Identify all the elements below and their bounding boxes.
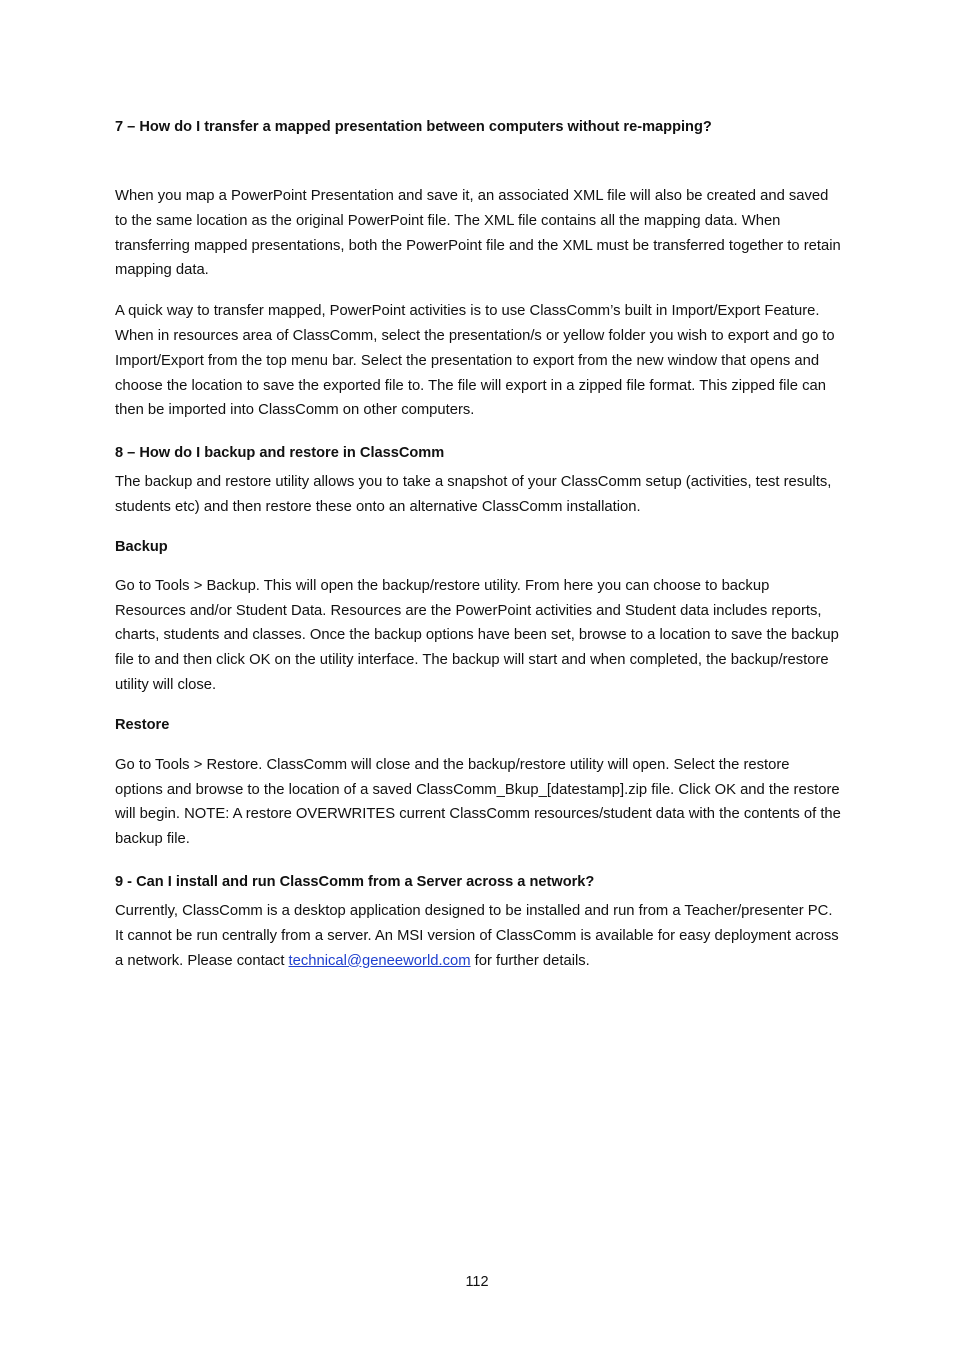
section-9-text-end: for further details. bbox=[470, 952, 590, 969]
section-7-heading: 7 – How do I transfer a mapped presentation between computers without re-mapping? bbox=[115, 119, 712, 135]
backup-paragraph: Go to Tools > Backup. This will open the backup/restore utility. From here you can choose to backup Resources and/or Student Data. Resources are the PowerPoint activities and Student data includes reports, charts, students and classes. Once the backup options have been set, browse to a location to save the backup file to and then click OK on the utility interface. The backup will start and when completed, the backup/restore utility will close. bbox=[115, 577, 839, 693]
section-7-paragraph-1: When you map a PowerPoint Presentation and save it, an associated XML file will also be created and saved to the same location as the original PowerPoint file. The XML file contains all the mapping data. When transferring mapped presentations, both the PowerPoint file and the XML must be transferred together to retain mapping data. bbox=[115, 188, 841, 279]
section-9-heading: 9 - Can I install and run ClassComm from a Server across a network? bbox=[115, 873, 595, 890]
section-9-text: Currently, ClassComm is a desktop application designed to be installed and run from a Teacher/presenter PC. It cannot be run centrally from a server. An MSI version of ClassComm is available for easy deployment across a network. Please contact bbox=[115, 902, 839, 969]
section-8-intro: The backup and restore utility allows you to take a snapshot of your ClassComm setup (activities, test results, students etc) and then restore these onto an alternative ClassComm installation. bbox=[115, 474, 832, 515]
section-8-heading: 8 – How do I backup and restore in ClassComm bbox=[115, 445, 445, 462]
section-9-paragraph bbox=[115, 899, 841, 973]
support-email-link[interactable]: technical@geneeworld.com bbox=[288, 952, 471, 969]
restore-paragraph: Go to Tools > Restore. ClassComm will close and the backup/restore utility will open. Select the restore options and browse to the location of a saved ClassComm_Bkup_[datestamp].zip file. Click OK and the restore will begin. NOTE: A restore OVERWRITES current ClassComm resources/student data with the contents of the backup file. bbox=[115, 756, 841, 848]
page-content bbox=[115, 116, 841, 973]
section-7-paragraph-2: A quick way to transfer mapped, PowerPoint activities is to use ClassComm’s built in Import/Export Feature. When in resources area of ClassComm, select the presentation/s or yellow folder you wish to export and go to Import/Export from the top menu bar. Select the presentation to export from the new window that opens and choose the location to save the exported file to. The file will export in a zipped file format. This zipped file can then be imported into ClassComm on other computers. bbox=[115, 303, 835, 419]
backup-subheading: Backup bbox=[115, 538, 168, 555]
restore-subheading: Restore bbox=[115, 716, 170, 733]
page-number: 112 bbox=[465, 1274, 489, 1290]
